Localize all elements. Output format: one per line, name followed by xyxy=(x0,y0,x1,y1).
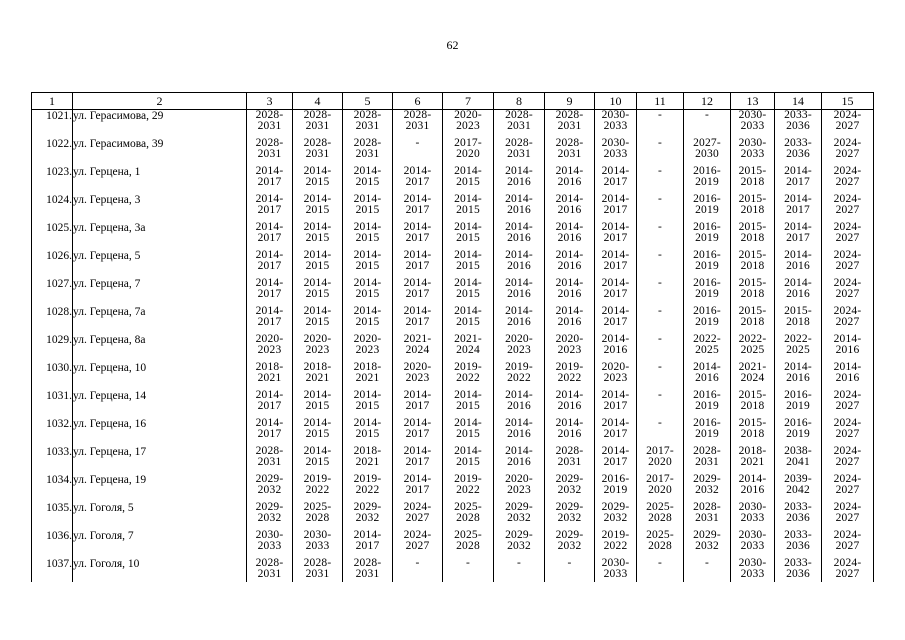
period-cell: 2014- 2017 xyxy=(775,222,822,250)
table-row xyxy=(32,390,874,418)
period-cell: 2014- 2016 xyxy=(494,390,545,418)
period-cell: - xyxy=(443,558,494,582)
period-cell: 2014- 2016 xyxy=(545,222,595,250)
period-cell: 2014- 2015 xyxy=(293,250,343,278)
address-cell: ул. Гоголя, 10 xyxy=(73,558,247,582)
period-cell: 2014- 2015 xyxy=(443,250,494,278)
period-cell: 2014- 2016 xyxy=(494,250,545,278)
period-cell: 2019- 2022 xyxy=(443,362,494,390)
period-cell: - xyxy=(637,250,684,278)
row-number: 1027. xyxy=(32,278,73,306)
address-cell: ул. Герцена, 8а xyxy=(73,334,247,362)
period-cell: 2030- 2033 xyxy=(595,110,637,139)
period-cell: - xyxy=(637,418,684,446)
period-cell: 2024- 2027 xyxy=(822,502,874,530)
period-cell: 2029- 2032 xyxy=(595,502,637,530)
period-cell: 2014- 2016 xyxy=(775,250,822,278)
period-cell: 2020- 2023 xyxy=(494,474,545,502)
period-cell: 2016- 2019 xyxy=(684,418,731,446)
period-cell: 2014- 2015 xyxy=(443,390,494,418)
row-number: 1036. xyxy=(32,530,73,558)
address-cell: ул. Герцена, 19 xyxy=(73,474,247,502)
period-cell: 2014- 2017 xyxy=(393,306,443,334)
period-cell: 2029- 2032 xyxy=(247,474,293,502)
period-cell: 2019- 2022 xyxy=(545,362,595,390)
period-cell: 2014- 2016 xyxy=(494,278,545,306)
row-number: 1030. xyxy=(32,362,73,390)
table-row xyxy=(32,278,874,306)
period-cell: 2019- 2022 xyxy=(595,530,637,558)
period-cell: 2015- 2018 xyxy=(731,390,775,418)
period-cell: 2014- 2015 xyxy=(343,278,393,306)
period-cell: 2014- 2017 xyxy=(247,278,293,306)
period-cell: 2019- 2022 xyxy=(494,362,545,390)
table-row xyxy=(32,138,874,166)
period-cell: 2014- 2017 xyxy=(595,446,637,474)
period-cell: - xyxy=(393,558,443,582)
period-cell: 2014- 2017 xyxy=(247,390,293,418)
period-cell: 2033- 2036 xyxy=(775,558,822,582)
column-header: 2 xyxy=(73,93,247,110)
address-cell: ул. Герцена, 3 xyxy=(73,194,247,222)
period-cell: 2015- 2018 xyxy=(731,194,775,222)
period-cell: 2014- 2016 xyxy=(494,446,545,474)
period-cell: 2018- 2021 xyxy=(293,362,343,390)
period-cell: 2029- 2032 xyxy=(684,474,731,502)
period-cell: 2014- 2015 xyxy=(293,390,343,418)
period-cell: 2016- 2019 xyxy=(684,306,731,334)
address-cell: ул. Герцена, 10 xyxy=(73,362,247,390)
row-number: 1037. xyxy=(32,558,73,582)
period-cell: 2020- 2023 xyxy=(443,110,494,139)
period-cell: 2024- 2027 xyxy=(822,250,874,278)
column-header: 8 xyxy=(494,93,545,110)
period-cell: 2014- 2017 xyxy=(393,278,443,306)
period-cell: 2028- 2031 xyxy=(684,446,731,474)
period-cell: 2014- 2017 xyxy=(775,194,822,222)
period-cell: 2014- 2016 xyxy=(494,306,545,334)
period-cell: 2014- 2017 xyxy=(247,418,293,446)
period-cell: 2014- 2017 xyxy=(595,278,637,306)
period-cell: 2028- 2031 xyxy=(293,558,343,582)
address-cell: ул. Герцена, 16 xyxy=(73,418,247,446)
period-cell: 2014- 2015 xyxy=(443,418,494,446)
row-number: 1021. xyxy=(32,110,73,139)
period-cell: - xyxy=(637,194,684,222)
period-cell: 2014- 2015 xyxy=(343,166,393,194)
period-cell: 2014- 2015 xyxy=(293,194,343,222)
period-cell: 2016- 2019 xyxy=(684,250,731,278)
period-cell: - xyxy=(393,138,443,166)
period-cell: 2014- 2017 xyxy=(393,474,443,502)
period-cell: 2014- 2015 xyxy=(293,446,343,474)
period-cell: 2014- 2016 xyxy=(775,278,822,306)
period-cell: 2016- 2019 xyxy=(684,278,731,306)
period-cell: 2014- 2016 xyxy=(545,194,595,222)
period-cell: 2024- 2027 xyxy=(393,502,443,530)
period-cell: 2030- 2033 xyxy=(731,502,775,530)
header-row xyxy=(32,93,874,110)
period-cell: 2025- 2028 xyxy=(637,502,684,530)
period-cell: 2024- 2027 xyxy=(822,446,874,474)
table-row xyxy=(32,558,874,582)
period-cell: 2014- 2015 xyxy=(343,306,393,334)
period-cell: 2028- 2031 xyxy=(247,446,293,474)
period-cell: 2014- 2017 xyxy=(595,390,637,418)
table-row xyxy=(32,250,874,278)
period-cell: 2014- 2017 xyxy=(393,166,443,194)
period-cell: - xyxy=(637,334,684,362)
column-header: 5 xyxy=(343,93,393,110)
period-cell: 2024- 2027 xyxy=(393,530,443,558)
row-number: 1031. xyxy=(32,390,73,418)
period-cell: - xyxy=(637,110,684,139)
period-cell: 2016- 2019 xyxy=(684,194,731,222)
period-cell: 2016- 2019 xyxy=(775,390,822,418)
period-cell: 2014- 2017 xyxy=(393,446,443,474)
period-cell: 2028- 2031 xyxy=(343,138,393,166)
period-cell: 2016- 2019 xyxy=(684,222,731,250)
period-cell: 2014- 2017 xyxy=(393,194,443,222)
period-cell: 2014- 2017 xyxy=(393,390,443,418)
row-number: 1026. xyxy=(32,250,73,278)
period-cell: 2029- 2032 xyxy=(545,474,595,502)
period-cell: 2027- 2030 xyxy=(684,138,731,166)
period-cell: 2014- 2015 xyxy=(293,278,343,306)
period-cell: - xyxy=(637,558,684,582)
period-cell: 2028- 2031 xyxy=(293,138,343,166)
period-cell: 2014- 2015 xyxy=(343,194,393,222)
table-row xyxy=(32,530,874,558)
period-cell: 2020- 2023 xyxy=(494,334,545,362)
period-cell: 2038- 2041 xyxy=(775,446,822,474)
period-cell: 2029- 2032 xyxy=(494,530,545,558)
table-row xyxy=(32,502,874,530)
period-cell: 2014- 2016 xyxy=(545,250,595,278)
period-cell: 2030- 2033 xyxy=(731,138,775,166)
row-number: 1035. xyxy=(32,502,73,530)
period-cell: 2014- 2016 xyxy=(775,362,822,390)
period-cell: 2024- 2027 xyxy=(822,558,874,582)
table-row xyxy=(32,418,874,446)
period-cell: 2014- 2015 xyxy=(343,390,393,418)
period-cell: 2014- 2015 xyxy=(343,250,393,278)
period-cell: 2030- 2033 xyxy=(595,558,637,582)
period-cell: 2014- 2016 xyxy=(494,222,545,250)
period-cell: 2014- 2017 xyxy=(343,530,393,558)
row-number: 1022. xyxy=(32,138,73,166)
address-cell: ул. Гоголя, 7 xyxy=(73,530,247,558)
row-number: 1033. xyxy=(32,446,73,474)
period-cell: 2014- 2015 xyxy=(293,418,343,446)
period-cell: 2015- 2018 xyxy=(731,222,775,250)
period-cell: 2017- 2020 xyxy=(637,446,684,474)
column-header: 14 xyxy=(775,93,822,110)
period-cell: - xyxy=(637,222,684,250)
period-cell: 2016- 2019 xyxy=(684,390,731,418)
period-cell: 2021- 2024 xyxy=(731,362,775,390)
period-cell: 2014- 2016 xyxy=(684,362,731,390)
period-cell: 2021- 2024 xyxy=(393,334,443,362)
period-cell: 2030- 2033 xyxy=(595,138,637,166)
period-cell: 2039- 2042 xyxy=(775,474,822,502)
period-cell: 2014- 2015 xyxy=(343,418,393,446)
column-header: 15 xyxy=(822,93,874,110)
period-cell: 2014- 2016 xyxy=(545,390,595,418)
column-header: 13 xyxy=(731,93,775,110)
address-cell: ул. Герцена, 7 xyxy=(73,278,247,306)
period-cell: 2028- 2031 xyxy=(247,558,293,582)
period-cell: 2014- 2017 xyxy=(247,306,293,334)
period-cell: 2030- 2033 xyxy=(731,530,775,558)
period-cell: 2015- 2018 xyxy=(731,278,775,306)
period-cell: 2025- 2028 xyxy=(637,530,684,558)
row-number: 1025. xyxy=(32,222,73,250)
period-cell: 2014- 2017 xyxy=(247,222,293,250)
address-cell: ул. Гоголя, 5 xyxy=(73,502,247,530)
period-cell: 2014- 2016 xyxy=(494,194,545,222)
period-cell: 2019- 2022 xyxy=(443,474,494,502)
period-cell: 2018- 2021 xyxy=(247,362,293,390)
period-cell: 2025- 2028 xyxy=(443,530,494,558)
period-cell: 2016- 2019 xyxy=(775,418,822,446)
table-row xyxy=(32,446,874,474)
table-row xyxy=(32,222,874,250)
period-cell: 2014- 2016 xyxy=(545,306,595,334)
row-number: 1034. xyxy=(32,474,73,502)
period-cell: 2014- 2017 xyxy=(595,166,637,194)
period-cell: 2014- 2016 xyxy=(822,362,874,390)
row-number: 1024. xyxy=(32,194,73,222)
period-cell: 2019- 2022 xyxy=(293,474,343,502)
column-header: 4 xyxy=(293,93,343,110)
period-cell: 2020- 2023 xyxy=(293,334,343,362)
period-cell: 2020- 2023 xyxy=(393,362,443,390)
period-cell: 2025- 2028 xyxy=(293,502,343,530)
period-cell: 2029- 2032 xyxy=(684,530,731,558)
period-cell: 2030- 2033 xyxy=(247,530,293,558)
period-cell: 2029- 2032 xyxy=(494,502,545,530)
period-cell: 2018- 2021 xyxy=(343,362,393,390)
period-cell: 2022- 2025 xyxy=(731,334,775,362)
period-cell: 2033- 2036 xyxy=(775,530,822,558)
period-cell: 2024- 2027 xyxy=(822,166,874,194)
period-cell: 2028- 2031 xyxy=(545,138,595,166)
period-cell: - xyxy=(494,558,545,582)
table-row xyxy=(32,110,874,139)
period-cell: 2020- 2023 xyxy=(343,334,393,362)
column-header: 6 xyxy=(393,93,443,110)
period-cell: 2014- 2016 xyxy=(545,166,595,194)
period-cell: 2028- 2031 xyxy=(494,138,545,166)
period-cell: 2024- 2027 xyxy=(822,390,874,418)
period-cell: 2029- 2032 xyxy=(343,502,393,530)
row-number: 1032. xyxy=(32,418,73,446)
period-cell: 2024- 2027 xyxy=(822,278,874,306)
period-cell: 2014- 2015 xyxy=(293,222,343,250)
period-cell: 2017- 2020 xyxy=(443,138,494,166)
period-cell: 2014- 2017 xyxy=(595,194,637,222)
period-cell: 2017- 2020 xyxy=(637,474,684,502)
table-row xyxy=(32,474,874,502)
period-cell: 2028- 2031 xyxy=(494,110,545,139)
period-cell: 2024- 2027 xyxy=(822,530,874,558)
column-header: 12 xyxy=(684,93,731,110)
period-cell: 2022- 2025 xyxy=(684,334,731,362)
period-cell: 2014- 2017 xyxy=(775,166,822,194)
period-cell: 2014- 2017 xyxy=(247,166,293,194)
address-cell: ул. Герцена, 1 xyxy=(73,166,247,194)
period-cell: 2014- 2016 xyxy=(545,278,595,306)
period-cell: 2014- 2015 xyxy=(443,446,494,474)
period-cell: 2024- 2027 xyxy=(822,138,874,166)
period-cell: - xyxy=(637,390,684,418)
period-cell: 2024- 2027 xyxy=(822,418,874,446)
period-cell: 2020- 2023 xyxy=(545,334,595,362)
row-number: 1023. xyxy=(32,166,73,194)
period-cell: 2028- 2031 xyxy=(247,110,293,139)
table-row xyxy=(32,362,874,390)
table-row xyxy=(32,194,874,222)
period-cell: 2024- 2027 xyxy=(822,306,874,334)
repair-schedule-table xyxy=(31,92,874,582)
period-cell: - xyxy=(637,306,684,334)
period-cell: 2018- 2021 xyxy=(343,446,393,474)
address-cell: ул. Герцена, 14 xyxy=(73,390,247,418)
address-cell: ул. Герцена, 5 xyxy=(73,250,247,278)
period-cell: 2014- 2017 xyxy=(393,418,443,446)
address-cell: ул. Герцена, 7а xyxy=(73,306,247,334)
period-cell: 2028- 2031 xyxy=(393,110,443,139)
period-cell: 2014- 2015 xyxy=(343,222,393,250)
period-cell: 2015- 2018 xyxy=(731,250,775,278)
page-number: 62 xyxy=(446,38,459,52)
table-row xyxy=(32,334,874,362)
period-cell: 2014- 2015 xyxy=(443,278,494,306)
period-cell: 2014- 2015 xyxy=(293,306,343,334)
period-cell: 2024- 2027 xyxy=(822,110,874,139)
period-cell: 2014- 2015 xyxy=(293,166,343,194)
period-cell: 2015- 2018 xyxy=(731,306,775,334)
period-cell: 2028- 2031 xyxy=(343,558,393,582)
period-cell: 2015- 2018 xyxy=(775,306,822,334)
column-header: 11 xyxy=(637,93,684,110)
period-cell: 2018- 2021 xyxy=(731,446,775,474)
period-cell: 2016- 2019 xyxy=(684,166,731,194)
period-cell: 2014- 2017 xyxy=(393,222,443,250)
period-cell: 2028- 2031 xyxy=(545,446,595,474)
period-cell: 2014- 2015 xyxy=(443,166,494,194)
address-cell: ул. Герасимова, 29 xyxy=(73,110,247,139)
period-cell: 2014- 2017 xyxy=(595,250,637,278)
period-cell: - xyxy=(684,558,731,582)
period-cell: 2016- 2019 xyxy=(595,474,637,502)
period-cell: 2014- 2015 xyxy=(443,306,494,334)
period-cell: 2025- 2028 xyxy=(443,502,494,530)
period-cell: 2024- 2027 xyxy=(822,474,874,502)
table-row xyxy=(32,306,874,334)
period-cell: - xyxy=(637,278,684,306)
period-cell: 2020- 2023 xyxy=(595,362,637,390)
column-header: 9 xyxy=(545,93,595,110)
period-cell: - xyxy=(684,110,731,139)
column-header: 1 xyxy=(32,93,73,110)
address-cell: ул. Герцена, 3а xyxy=(73,222,247,250)
period-cell: 2028- 2031 xyxy=(293,110,343,139)
period-cell: 2014- 2015 xyxy=(443,194,494,222)
period-cell: 2033- 2036 xyxy=(775,502,822,530)
period-cell: 2014- 2017 xyxy=(247,250,293,278)
column-header: 10 xyxy=(595,93,637,110)
period-cell: 2014- 2016 xyxy=(595,334,637,362)
period-cell: 2030- 2033 xyxy=(731,558,775,582)
row-number: 1028. xyxy=(32,306,73,334)
period-cell: 2015- 2018 xyxy=(731,418,775,446)
table-body xyxy=(32,110,874,583)
column-header: 3 xyxy=(247,93,293,110)
row-number: 1029. xyxy=(32,334,73,362)
period-cell: 2014- 2016 xyxy=(731,474,775,502)
period-cell: 2014- 2017 xyxy=(595,306,637,334)
period-cell: 2033- 2036 xyxy=(775,110,822,139)
period-cell: 2030- 2033 xyxy=(293,530,343,558)
period-cell: 2014- 2017 xyxy=(595,418,637,446)
period-cell: 2028- 2031 xyxy=(684,502,731,530)
period-cell: 2029- 2032 xyxy=(247,502,293,530)
period-cell: - xyxy=(545,558,595,582)
period-cell: 2029- 2032 xyxy=(545,530,595,558)
period-cell: 2015- 2018 xyxy=(731,166,775,194)
table-row xyxy=(32,166,874,194)
period-cell: 2022- 2025 xyxy=(775,334,822,362)
period-cell: 2014- 2017 xyxy=(247,194,293,222)
period-cell: 2014- 2016 xyxy=(822,334,874,362)
period-cell: 2014- 2016 xyxy=(545,418,595,446)
period-cell: - xyxy=(637,166,684,194)
address-cell: ул. Герцена, 17 xyxy=(73,446,247,474)
period-cell: 2028- 2031 xyxy=(343,110,393,139)
period-cell: 2024- 2027 xyxy=(822,194,874,222)
period-cell: 2014- 2016 xyxy=(494,166,545,194)
period-cell: 2014- 2017 xyxy=(393,250,443,278)
period-cell: - xyxy=(637,138,684,166)
period-cell: 2029- 2032 xyxy=(545,502,595,530)
period-cell: 2014- 2015 xyxy=(443,222,494,250)
period-cell: 2028- 2031 xyxy=(545,110,595,139)
period-cell: 2033- 2036 xyxy=(775,138,822,166)
period-cell: 2014- 2016 xyxy=(494,418,545,446)
address-cell: ул. Герасимова, 39 xyxy=(73,138,247,166)
period-cell: 2021- 2024 xyxy=(443,334,494,362)
period-cell: 2019- 2022 xyxy=(343,474,393,502)
period-cell: 2030- 2033 xyxy=(731,110,775,139)
period-cell: 2020- 2023 xyxy=(247,334,293,362)
column-header: 7 xyxy=(443,93,494,110)
period-cell: - xyxy=(637,362,684,390)
period-cell: 2028- 2031 xyxy=(247,138,293,166)
period-cell: 2024- 2027 xyxy=(822,222,874,250)
period-cell: 2014- 2017 xyxy=(595,222,637,250)
